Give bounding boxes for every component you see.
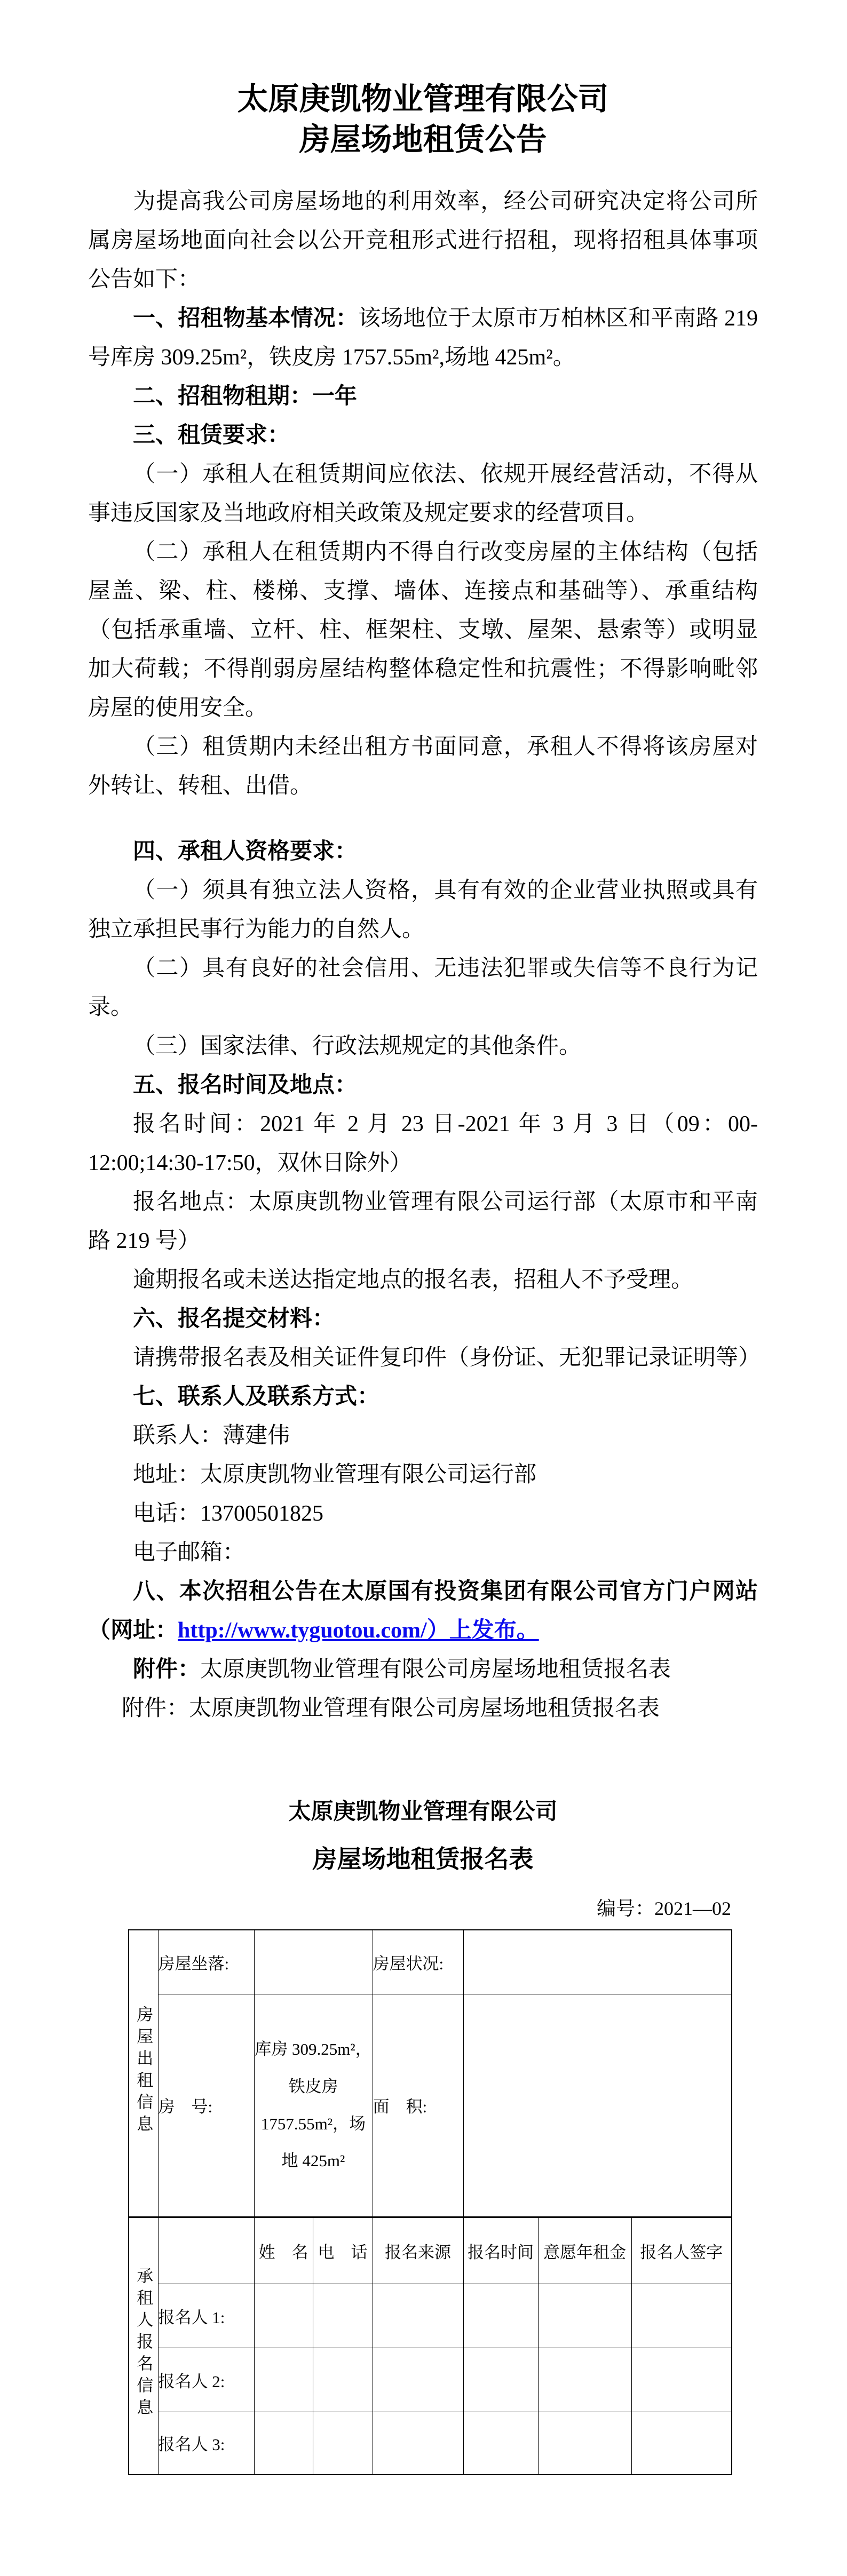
empty-cell bbox=[538, 2412, 631, 2475]
empty-cell bbox=[373, 2348, 463, 2412]
paragraph-qual-1: （一）须具有独立法人资格，具有有效的企业营业执照或具有独立承担民事行为能力的自然人。 bbox=[88, 878, 758, 942]
paragraph-item-6: 六、报名提交材料： bbox=[133, 1307, 335, 1331]
label-house-status: 房屋状况: bbox=[373, 1930, 463, 1994]
empty-cell bbox=[538, 2348, 631, 2412]
field-house-location bbox=[254, 1930, 373, 1994]
paragraph-contact-phone: 电话：13700501825 bbox=[133, 1501, 324, 1526]
empty-cell bbox=[631, 2284, 732, 2348]
empty-cell bbox=[631, 2348, 732, 2412]
paragraph-contact-email: 电子邮箱： bbox=[133, 1540, 246, 1565]
column-header-rent: 意愿年租金 bbox=[538, 2217, 631, 2284]
table-row bbox=[129, 1994, 732, 2217]
paragraph-signup-place: 报名地点：太原庚凯物业管理有限公司运行部（太原市和平南路 219 号） bbox=[88, 1190, 758, 1253]
empty-cell bbox=[538, 2284, 631, 2348]
paragraph-signup-time: 报名时间：2021 年 2 月 23 日-2021 年 3 月 3 日（09：00-12:00;14:30-17:50，双休日除外） bbox=[88, 1112, 758, 1175]
empty-cell bbox=[463, 2284, 538, 2348]
application-form-table bbox=[128, 1929, 732, 2475]
form-title-line1: 太原庚凯物业管理有限公司 bbox=[288, 1800, 558, 1824]
empty-cell bbox=[463, 2348, 538, 2412]
section-header-rental-info: 房屋出租信息 bbox=[129, 1930, 158, 2217]
paragraph-item-5: 五、报名时间及地点： bbox=[133, 1073, 358, 1098]
empty-cell bbox=[313, 2284, 373, 2348]
label-applicant-3: 报名人 3: bbox=[158, 2412, 254, 2475]
paragraph-item-4: 四、承租人资格要求： bbox=[133, 839, 358, 864]
paragraph-item-7: 七、联系人及联系方式： bbox=[133, 1385, 380, 1409]
label-house-location: 房屋坐落: bbox=[158, 1930, 254, 1994]
form-doc-number: 编号：2021—02 bbox=[596, 1898, 731, 1919]
form-title-line2: 房屋场地租赁报名表 bbox=[312, 1846, 534, 1873]
paragraph-overdue: 逾期报名或未送达指定地点的报名表，招租人不予受理。 bbox=[133, 1268, 694, 1292]
announcement-title-line1: 太原庚凯物业管理有限公司 bbox=[237, 82, 609, 116]
column-header-signature: 报名人签字 bbox=[631, 2217, 732, 2284]
paragraph-req-2: （二）承租人在租赁期内不得自行改变房屋的主体结构（包括屋盖、梁、柱、楼梯、支撑、墙体、连接点和基础等）、承重结构（包括承重墙、立杆、柱、框架柱、支墩、屋架、悬索等）或明显加大荷载；不得削弱房屋结构整体稳定性和抗震性；不得影响毗邻房屋的使用安全。 bbox=[88, 540, 758, 720]
empty-cell bbox=[158, 2217, 254, 2284]
attachment-line-2: 附件：太原庚凯物业管理有限公司房屋场地租赁报名表 bbox=[122, 1696, 660, 1721]
paragraph-item-2: 二、招租物租期：一年 bbox=[133, 384, 358, 409]
column-header-source: 报名来源 bbox=[373, 2217, 463, 2284]
application-form-section bbox=[88, 1791, 758, 2475]
field-area bbox=[463, 1994, 732, 2217]
room-number-value: 库房 309.25m²，铁皮房 1757.55m²，场地 425m² bbox=[254, 1994, 373, 2217]
applicant-row-2 bbox=[129, 2348, 732, 2412]
paragraph-materials: 请携带报名表及相关证件复印件（身份证、无犯罪记录证明等） bbox=[133, 1346, 761, 1370]
column-header-phone: 电 话 bbox=[313, 2217, 373, 2284]
paragraph-item-8: 八、本次招租公告在太原国有投资集团有限公司官方门户网站（网址：http://www.tyguotou.com/）上发布。 bbox=[88, 1579, 758, 1643]
empty-cell bbox=[254, 2412, 313, 2475]
label-room-number: 房 号: bbox=[158, 1994, 254, 2217]
paragraph-contact-name: 联系人：薄建伟 bbox=[133, 1424, 290, 1448]
paragraph-item-1: 一、招租物基本情况：该场地位于太原市万柏林区和平南路 219 号库房 309.25m²，铁皮房 1757.55m²,场地 425m²。 bbox=[88, 306, 758, 370]
empty-cell bbox=[254, 2284, 313, 2348]
paragraph-qual-2: （二）具有良好的社会信用、无违法犯罪或失信等不良行为记录。 bbox=[88, 956, 758, 1020]
column-header-time: 报名时间 bbox=[463, 2217, 538, 2284]
paragraph-req-3: （三）租赁期内未经出租方书面同意，承租人不得将该房屋对外转让、转租、出借。 bbox=[88, 735, 758, 798]
paragraph-contact-address: 地址：太原庚凯物业管理有限公司运行部 bbox=[133, 1462, 537, 1487]
empty-cell bbox=[373, 2284, 463, 2348]
table-header-row bbox=[129, 2217, 732, 2284]
announcement-title-line2: 房屋场地租赁公告 bbox=[299, 122, 547, 157]
paragraph-intro: 为提高我公司房屋场地的利用效率，经公司研究决定将公司所属房屋场地面向社会以公开竞租形式进行招租，现将招租具体事项公告如下： bbox=[88, 189, 758, 292]
announcement-body bbox=[88, 182, 761, 1728]
empty-cell bbox=[254, 2348, 313, 2412]
attachment-line-1: 附件：太原庚凯物业管理有限公司房屋场地租赁报名表 bbox=[133, 1657, 671, 1682]
applicant-row-1 bbox=[129, 2284, 732, 2348]
label-applicant-1: 报名人 1: bbox=[158, 2284, 254, 2348]
empty-cell bbox=[373, 2412, 463, 2475]
paragraph-req-1: （一）承租人在租赁期间应依法、依规开展经营活动，不得从事违反国家及当地政府相关政策及规定要求的经营项目。 bbox=[88, 462, 758, 526]
column-header-name: 姓 名 bbox=[254, 2217, 313, 2284]
empty-cell bbox=[313, 2348, 373, 2412]
paragraph-item-3: 三、租赁要求： bbox=[133, 423, 290, 448]
label-applicant-2: 报名人 2: bbox=[158, 2348, 254, 2412]
label-area: 面 积: bbox=[373, 1994, 463, 2217]
empty-cell bbox=[631, 2412, 732, 2475]
field-house-status bbox=[463, 1930, 732, 1994]
table-row bbox=[129, 1930, 732, 1994]
website-link[interactable]: http://www.tyguotou.com/）上发布。 bbox=[178, 1618, 539, 1643]
empty-cell bbox=[463, 2412, 538, 2475]
empty-cell bbox=[313, 2412, 373, 2475]
section-header-applicant-info: 承租人报名信息 bbox=[129, 2217, 158, 2475]
paragraph-qual-3: （三）国家法律、行政法规规定的其他条件。 bbox=[133, 1034, 582, 1059]
applicant-row-3 bbox=[129, 2412, 732, 2475]
